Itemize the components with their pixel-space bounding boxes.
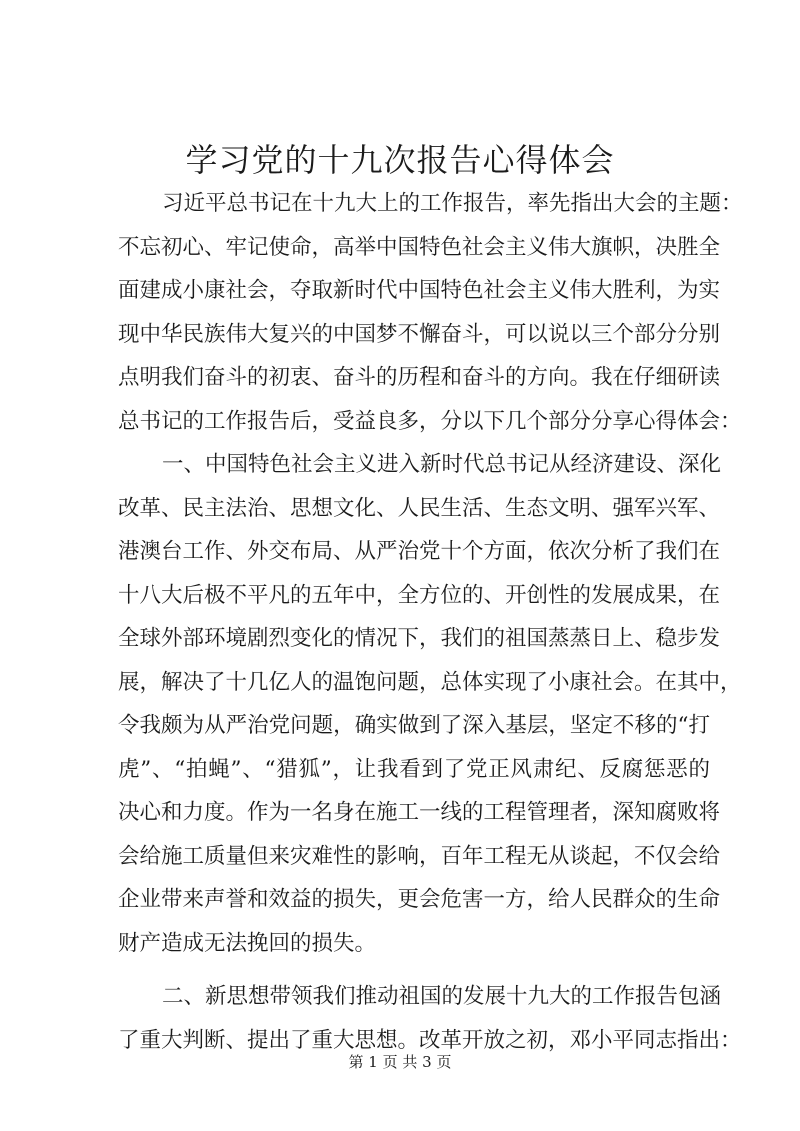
text-line: 令我颇为从严治党问题，确实做到了深入基层，坚定不移的“打 bbox=[118, 713, 710, 738]
paragraph bbox=[118, 443, 742, 965]
text-line: 面建成小康社会，夺取新时代中国特色社会主义伟大胜利，为实 bbox=[118, 278, 721, 303]
document-body bbox=[118, 182, 743, 1062]
text-line: 了重大判断、提出了重大思想。改革开放之初，邓小平同志指出： bbox=[118, 1027, 742, 1053]
text-line: 一、中国特色社会主义进入新时代总书记从经济建设、深化 bbox=[162, 452, 722, 477]
text-line: 不忘初心、牢记使命，高举中国特色社会主义伟大旗帜，决胜全 bbox=[118, 234, 721, 260]
text-line: 企业带来声誉和效益的损失，更会危害一方，给人民群众的生命 bbox=[118, 887, 721, 912]
text-line: 点明我们奋斗的初衷、奋斗的历程和奋斗的方向。我在仔细研读 bbox=[118, 365, 721, 390]
text-line: 决心和力度。作为一名身在施工一线的工程管理者，深知腐败将 bbox=[118, 800, 721, 825]
text-line: 总书记的工作报告后，受益良多，分以下几个部分分享心得体会： bbox=[118, 408, 742, 434]
text-line: 全球外部环境剧烈变化的情况下，我们的祖国蒸蒸日上、稳步发 bbox=[118, 626, 721, 651]
text-line: 习近平总书记在十九大上的工作报告，率先指出大会的主题： bbox=[162, 191, 743, 216]
paragraph bbox=[118, 975, 742, 1062]
text-line: 会给施工质量但来灾难性的影响，百年工程无从谈起，不仅会给 bbox=[118, 843, 721, 869]
text-line: 二、新思想带领我们推动祖国的发展十九大的工作报告包涵 bbox=[162, 984, 722, 1009]
text-line: 改革、民主法治、思想文化、人民生活、生态文明、强军兴军、 bbox=[118, 495, 721, 521]
page-footer: 第 1 页 共 3 页 bbox=[348, 1053, 452, 1071]
paragraph bbox=[118, 182, 743, 443]
document-title: 学习党的十九次报告心得体会 bbox=[185, 141, 615, 179]
text-line: 港澳台工作、外交布局、从严治党十个方面，依次分析了我们在 bbox=[118, 539, 721, 564]
paragraph-spacer bbox=[118, 965, 710, 975]
text-line: 展，解决了十几亿人的温饱问题，总体实现了小康社会。在其中， bbox=[118, 669, 742, 695]
text-line: 财产造成无法挽回的损失。 bbox=[118, 930, 377, 956]
text-line: 现中华民族伟大复兴的中国梦不懈奋斗，可以说以三个部分分别 bbox=[118, 321, 721, 347]
text-line: 虎”、“拍蝇”、“猎狐”，让我看到了党正风肃纪、反腐惩恶的 bbox=[118, 756, 710, 782]
text-line: 十八大后极不平凡的五年中，全方位的、开创性的发展成果，在 bbox=[118, 582, 721, 608]
